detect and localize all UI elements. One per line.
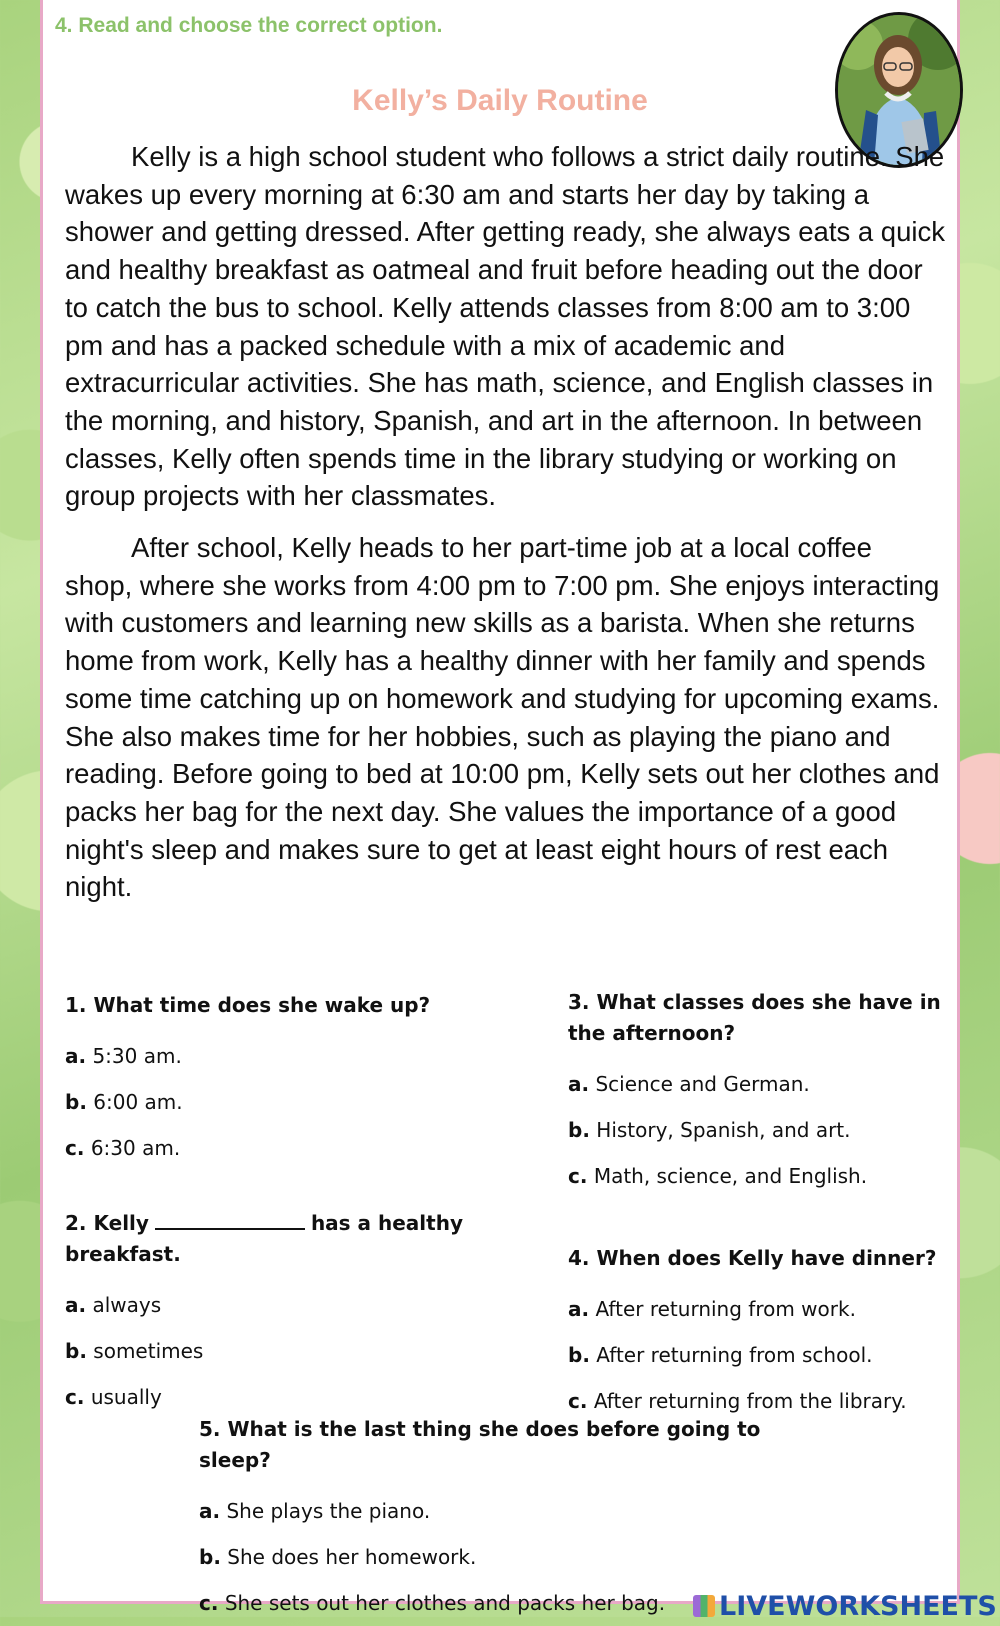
question-stem: 5. What is the last thing she does before going to sleep? (199, 1417, 761, 1472)
answer-option[interactable] (65, 1328, 485, 1374)
question-1 (65, 990, 505, 1171)
option-letter: b. (65, 1339, 87, 1363)
option-letter: c. (65, 1136, 85, 1160)
liveworksheets-logo (693, 1591, 997, 1622)
option-letter: a. (65, 1293, 87, 1317)
option-text: She does her homework. (227, 1545, 477, 1569)
question-4 (568, 1243, 963, 1424)
answer-option[interactable] (65, 1079, 505, 1125)
question-stem: 4. When does Kelly have dinner? (568, 1246, 937, 1270)
answer-option[interactable] (65, 1033, 505, 1079)
question-2 (65, 1208, 485, 1420)
option-text: sometimes (93, 1339, 204, 1363)
option-text: Science and German. (595, 1072, 810, 1096)
answer-option[interactable] (65, 1282, 485, 1328)
question-3 (568, 987, 963, 1199)
option-letter: c. (65, 1385, 85, 1409)
option-letter: a. (65, 1044, 87, 1068)
answer-blank[interactable] (155, 1208, 305, 1230)
option-text: She sets out her clothes and packs her bag. (224, 1591, 666, 1615)
option-letter: c. (199, 1591, 219, 1615)
question-stem: 3. What classes does she have in the afternoon? (568, 990, 941, 1045)
option-letter: b. (65, 1090, 87, 1114)
passage-title: Kelly’s Daily Routine (352, 84, 648, 117)
answer-option[interactable] (568, 1286, 963, 1332)
option-letter: a. (568, 1072, 590, 1096)
option-text: After returning from work. (595, 1297, 856, 1321)
paragraph-2: After school, Kelly heads to her part-time job at a local coffee shop, where she works from 4:00 pm to 7:00 pm. She enjoys interacting with customers and learning new skills as a barista. When she returns home from work, Kelly has a healthy dinner with her family and spends some time catching up on homework and studying for upcoming exams. She also makes time for her hobbies, such as playing the piano and reading. Before going to bed at 10:00 pm, Kelly sets out her clothes and packs her bag for the next day. She values the importance of a good night's sleep and makes sure to get at least eight hours of rest each night. (65, 532, 940, 903)
stem-end: has a healthy breakfast. (65, 1211, 463, 1266)
reading-passage (65, 138, 945, 920)
option-text: 5:30 am. (92, 1044, 182, 1068)
option-text: She plays the piano. (226, 1499, 431, 1523)
option-text: After returning from school. (596, 1343, 873, 1367)
option-text: 6:30 am. (90, 1136, 181, 1160)
logo-mark-icon (693, 1595, 715, 1617)
exercise-instruction: 4. Read and choose the correct option. (55, 14, 443, 37)
option-letter: b. (568, 1343, 590, 1367)
answer-option[interactable] (199, 1534, 839, 1580)
option-text: 6:00 am. (93, 1090, 183, 1114)
option-letter: b. (568, 1118, 590, 1142)
option-text: always (92, 1293, 162, 1317)
option-letter: a. (199, 1499, 221, 1523)
option-letter: a. (568, 1297, 590, 1321)
answer-option[interactable] (568, 1332, 963, 1378)
answer-option[interactable] (568, 1061, 963, 1107)
logo-text: LIVEWORKSHEETS (719, 1591, 997, 1622)
option-text: After returning from the library. (593, 1389, 907, 1413)
question-stem: 1. What time does she wake up? (65, 993, 431, 1017)
paragraph-1: Kelly is a high school student who follows a strict daily routine. She wakes up every morning at 6:30 am and starts her day by taking a shower and getting dressed. After getting ready, she always eats a quick and healthy breakfast as oatmeal and fruit before heading out the door to catch the bus to school. Kelly attends classes from 8:00 am to 3:00 pm and has a packed schedule with a mix of academic and extracurricular activities. She has math, science, and English classes in the morning, and history, Spanish, and art in the afternoon. In between classes, Kelly often spends time in the library studying or working on group projects with her classmates. (65, 141, 945, 512)
answer-option[interactable] (199, 1488, 839, 1534)
option-letter: c. (568, 1164, 588, 1188)
option-text: History, Spanish, and art. (596, 1118, 851, 1142)
option-text: usually (90, 1385, 162, 1409)
option-letter: c. (568, 1389, 588, 1413)
answer-option[interactable] (568, 1107, 963, 1153)
answer-option[interactable] (568, 1153, 963, 1199)
answer-option[interactable] (65, 1125, 505, 1171)
stem-start: 2. Kelly (65, 1211, 149, 1235)
question-stem (65, 1208, 485, 1270)
option-text: Math, science, and English. (593, 1164, 868, 1188)
option-letter: b. (199, 1545, 221, 1569)
